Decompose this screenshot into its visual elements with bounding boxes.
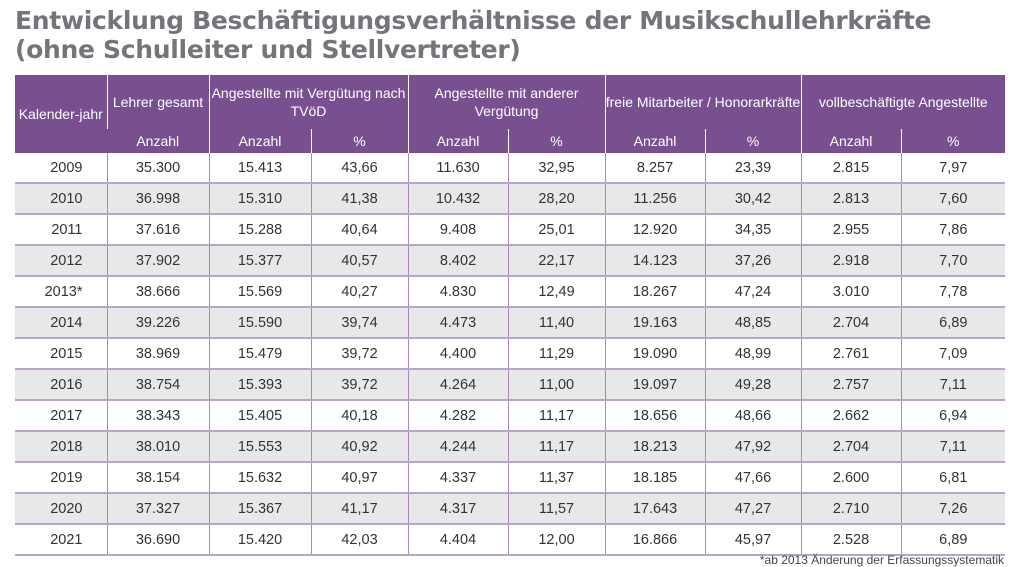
value-cell: 11,37	[508, 462, 605, 493]
value-cell: 4.244	[408, 431, 508, 462]
value-cell: 15.569	[209, 276, 311, 307]
value-cell: 11,40	[508, 307, 605, 338]
value-cell: 4.264	[408, 369, 508, 400]
value-cell: 15.310	[209, 183, 311, 214]
table-row	[15, 276, 1005, 307]
value-cell: 9.408	[408, 214, 508, 245]
value-cell: 11,00	[508, 369, 605, 400]
value-cell: 25,01	[508, 214, 605, 245]
value-cell: 40,64	[311, 214, 408, 245]
value-cell: 11,29	[508, 338, 605, 369]
header-sub-count: Anzahl	[801, 129, 901, 153]
header-sub-count: Anzahl	[107, 129, 209, 153]
value-cell: 30,42	[705, 183, 801, 214]
header-sub-count: Anzahl	[209, 129, 311, 153]
value-cell: 47,92	[705, 431, 801, 462]
year-cell: 2011	[15, 214, 107, 245]
header-group-tvoed: Angestellte mit Vergütung nach TVöD	[209, 75, 408, 129]
value-cell: 36.690	[107, 524, 209, 555]
header-sub-percent: %	[901, 129, 1005, 153]
value-cell: 6,89	[901, 524, 1005, 555]
value-cell: 2.955	[801, 214, 901, 245]
year-cell: 2017	[15, 400, 107, 431]
value-cell: 2.918	[801, 245, 901, 276]
value-cell: 2.761	[801, 338, 901, 369]
header-sub-percent: %	[311, 129, 408, 153]
table-row	[15, 400, 1005, 431]
table-body	[15, 153, 1005, 555]
value-cell: 40,27	[311, 276, 408, 307]
value-cell: 39.226	[107, 307, 209, 338]
value-cell: 42,03	[311, 524, 408, 555]
table-row	[15, 153, 1005, 183]
value-cell: 2.662	[801, 400, 901, 431]
value-cell: 15.413	[209, 153, 311, 183]
value-cell: 37.902	[107, 245, 209, 276]
value-cell: 19.097	[605, 369, 705, 400]
value-cell: 4.282	[408, 400, 508, 431]
value-cell: 4.830	[408, 276, 508, 307]
value-cell: 2.757	[801, 369, 901, 400]
value-cell: 15.288	[209, 214, 311, 245]
year-cell: 2009	[15, 153, 107, 183]
value-cell: 37.616	[107, 214, 209, 245]
table-row	[15, 245, 1005, 276]
value-cell: 7,60	[901, 183, 1005, 214]
value-cell: 12,49	[508, 276, 605, 307]
value-cell: 43,66	[311, 153, 408, 183]
value-cell: 15.405	[209, 400, 311, 431]
value-cell: 2.704	[801, 307, 901, 338]
value-cell: 4.337	[408, 462, 508, 493]
table-row	[15, 462, 1005, 493]
value-cell: 6,94	[901, 400, 1005, 431]
table-row	[15, 183, 1005, 214]
value-cell: 7,11	[901, 431, 1005, 462]
table-row	[15, 524, 1005, 555]
value-cell: 7,09	[901, 338, 1005, 369]
value-cell: 47,24	[705, 276, 801, 307]
year-cell: 2012	[15, 245, 107, 276]
table-row	[15, 431, 1005, 462]
value-cell: 39,72	[311, 338, 408, 369]
value-cell: 8.402	[408, 245, 508, 276]
value-cell: 2.710	[801, 493, 901, 524]
value-cell: 38.969	[107, 338, 209, 369]
value-cell: 40,97	[311, 462, 408, 493]
year-cell: 2020	[15, 493, 107, 524]
value-cell: 49,28	[705, 369, 801, 400]
value-cell: 4.400	[408, 338, 508, 369]
value-cell: 6,89	[901, 307, 1005, 338]
value-cell: 41,38	[311, 183, 408, 214]
value-cell: 11.630	[408, 153, 508, 183]
value-cell: 23,39	[705, 153, 801, 183]
value-cell: 7,11	[901, 369, 1005, 400]
value-cell: 6,81	[901, 462, 1005, 493]
title-line-2: (ohne Schulleiter und Stellvertreter)	[15, 35, 521, 64]
value-cell: 15.393	[209, 369, 311, 400]
value-cell: 18.267	[605, 276, 705, 307]
value-cell: 15.367	[209, 493, 311, 524]
value-cell: 15.553	[209, 431, 311, 462]
year-cell: 2013*	[15, 276, 107, 307]
value-cell: 18.656	[605, 400, 705, 431]
value-cell: 16.866	[605, 524, 705, 555]
value-cell: 19.090	[605, 338, 705, 369]
value-cell: 7,70	[901, 245, 1005, 276]
value-cell: 40,57	[311, 245, 408, 276]
value-cell: 40,18	[311, 400, 408, 431]
header-group-other-pay: Angestellte mit anderer Vergütung	[408, 75, 605, 129]
title-line-1: Entwicklung Beschäftigungsverhältnisse der Musikschullehrkräfte	[15, 6, 932, 35]
value-cell: 47,27	[705, 493, 801, 524]
value-cell: 17.643	[605, 493, 705, 524]
value-cell: 38.343	[107, 400, 209, 431]
value-cell: 2.600	[801, 462, 901, 493]
header-group-fulltime: vollbeschäftigte Angestellte	[801, 75, 1005, 129]
table-row	[15, 214, 1005, 245]
value-cell: 37,26	[705, 245, 801, 276]
value-cell: 47,66	[705, 462, 801, 493]
year-cell: 2021	[15, 524, 107, 555]
value-cell: 8.257	[605, 153, 705, 183]
value-cell: 4.317	[408, 493, 508, 524]
year-cell: 2015	[15, 338, 107, 369]
value-cell: 2.815	[801, 153, 901, 183]
value-cell: 22,17	[508, 245, 605, 276]
value-cell: 40,92	[311, 431, 408, 462]
value-cell: 39,72	[311, 369, 408, 400]
value-cell: 48,99	[705, 338, 801, 369]
value-cell: 2.528	[801, 524, 901, 555]
value-cell: 15.420	[209, 524, 311, 555]
value-cell: 7,26	[901, 493, 1005, 524]
value-cell: 2.813	[801, 183, 901, 214]
value-cell: 18.213	[605, 431, 705, 462]
value-cell: 48,85	[705, 307, 801, 338]
header-sub-percent: %	[705, 129, 801, 153]
value-cell: 7,78	[901, 276, 1005, 307]
value-cell: 11,17	[508, 431, 605, 462]
value-cell: 38.010	[107, 431, 209, 462]
value-cell: 11,17	[508, 400, 605, 431]
page-title	[15, 6, 1015, 64]
header-sub-count: Anzahl	[408, 129, 508, 153]
value-cell: 36.998	[107, 183, 209, 214]
value-cell: 38.154	[107, 462, 209, 493]
value-cell: 34,35	[705, 214, 801, 245]
value-cell: 10.432	[408, 183, 508, 214]
header-year: Kalender-jahr	[15, 75, 107, 153]
year-cell: 2014	[15, 307, 107, 338]
table-row	[15, 307, 1005, 338]
year-cell: 2016	[15, 369, 107, 400]
value-cell: 7,97	[901, 153, 1005, 183]
employment-table	[15, 75, 1005, 556]
year-cell: 2010	[15, 183, 107, 214]
table-row	[15, 493, 1005, 524]
value-cell: 39,74	[311, 307, 408, 338]
value-cell: 38.666	[107, 276, 209, 307]
header-sub-count: Anzahl	[605, 129, 705, 153]
value-cell: 15.632	[209, 462, 311, 493]
table-row	[15, 369, 1005, 400]
value-cell: 45,97	[705, 524, 801, 555]
value-cell: 2.704	[801, 431, 901, 462]
value-cell: 48,66	[705, 400, 801, 431]
value-cell: 15.590	[209, 307, 311, 338]
value-cell: 32,95	[508, 153, 605, 183]
value-cell: 14.123	[605, 245, 705, 276]
value-cell: 4.404	[408, 524, 508, 555]
year-cell: 2019	[15, 462, 107, 493]
value-cell: 15.479	[209, 338, 311, 369]
value-cell: 18.185	[605, 462, 705, 493]
value-cell: 7,86	[901, 214, 1005, 245]
value-cell: 11.256	[605, 183, 705, 214]
value-cell: 19.163	[605, 307, 705, 338]
value-cell: 3.010	[801, 276, 901, 307]
value-cell: 12,00	[508, 524, 605, 555]
header-group-total: Lehrer gesamt	[107, 75, 209, 129]
value-cell: 4.473	[408, 307, 508, 338]
value-cell: 35.300	[107, 153, 209, 183]
value-cell: 41,17	[311, 493, 408, 524]
footnote: *ab 2013 Änderung der Erfassungssystematik	[759, 553, 1004, 567]
value-cell: 28,20	[508, 183, 605, 214]
value-cell: 37.327	[107, 493, 209, 524]
value-cell: 11,57	[508, 493, 605, 524]
table-row	[15, 338, 1005, 369]
header-sub-percent: %	[508, 129, 605, 153]
header-group-freelance: freie Mitarbeiter / Honorarkräfte	[605, 75, 801, 129]
value-cell: 15.377	[209, 245, 311, 276]
value-cell: 12.920	[605, 214, 705, 245]
year-cell: 2018	[15, 431, 107, 462]
value-cell: 38.754	[107, 369, 209, 400]
